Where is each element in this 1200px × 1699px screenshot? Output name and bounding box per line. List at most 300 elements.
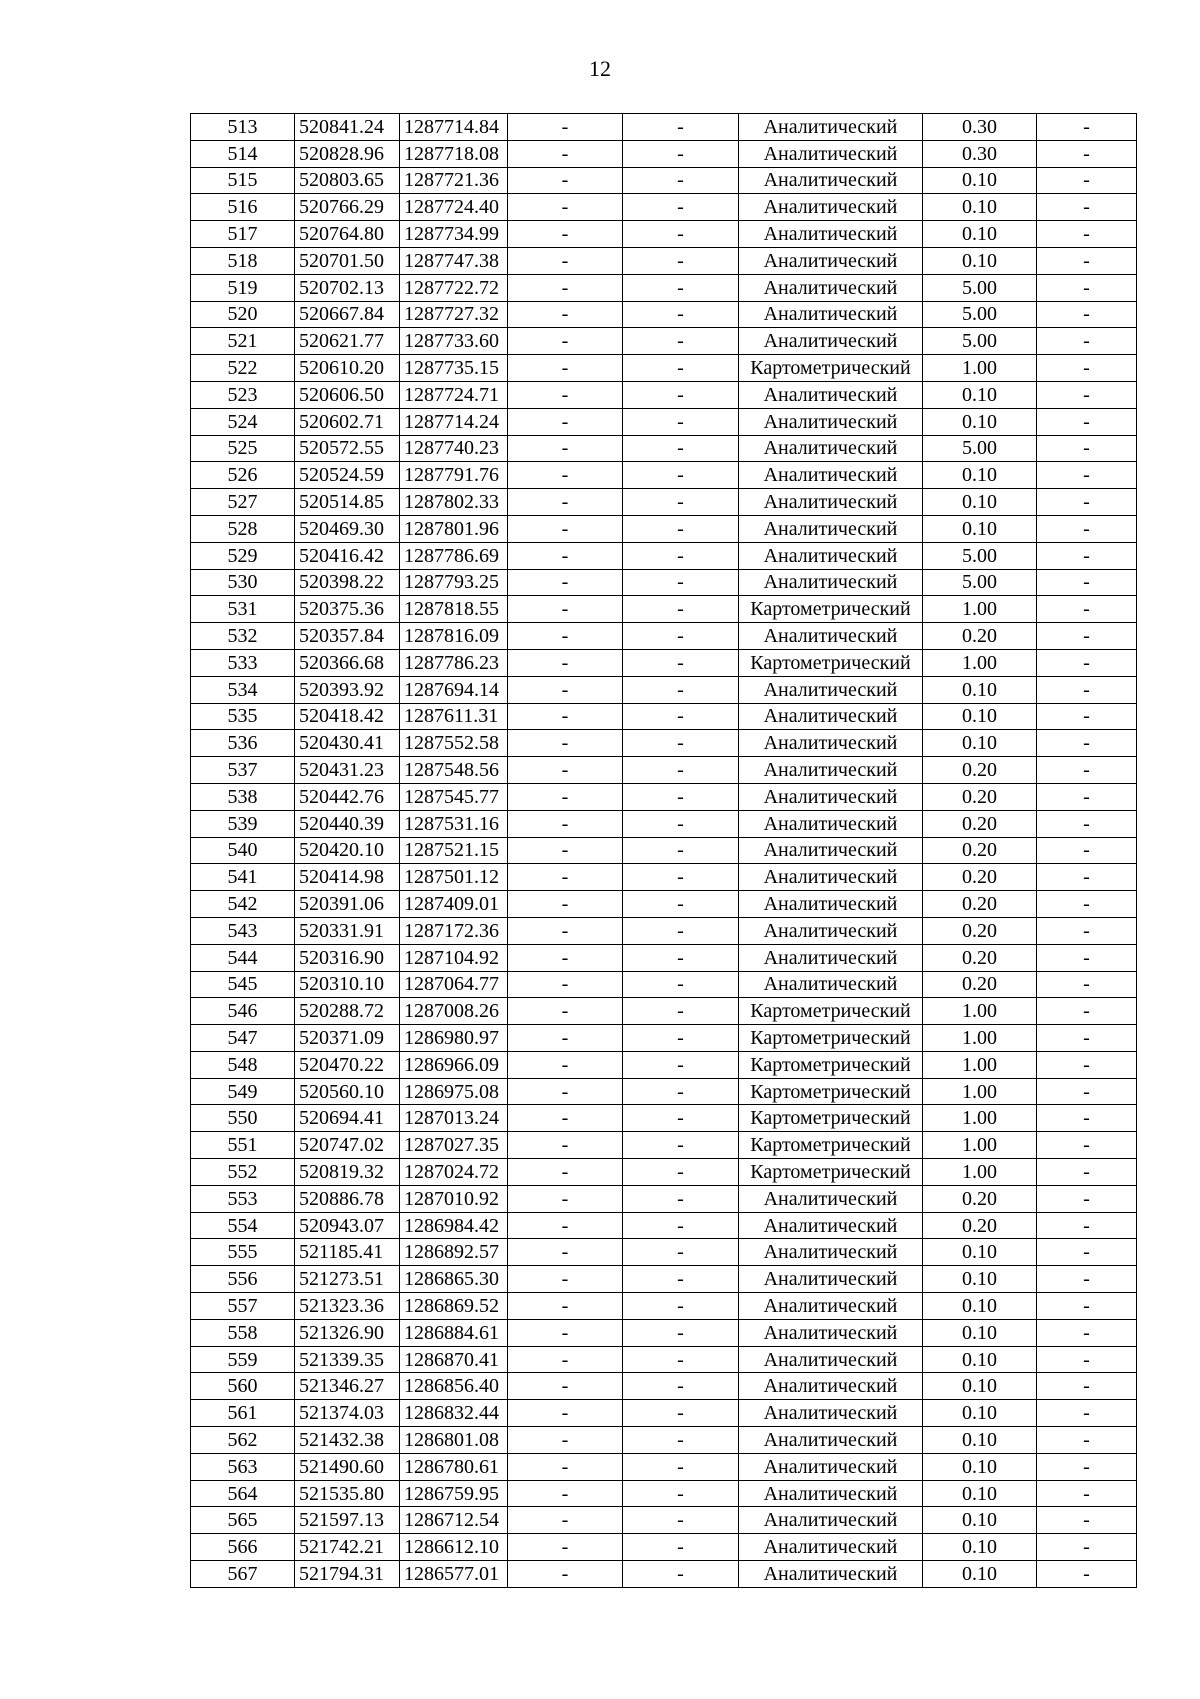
method-cell: Аналитический	[739, 167, 923, 194]
blank-cell-a: -	[508, 891, 623, 918]
y-coordinate-cell: 1287722.72	[400, 274, 508, 301]
accuracy-cell: 0.10	[923, 1293, 1037, 1320]
blank-cell-c: -	[1037, 114, 1137, 141]
accuracy-cell: 0.10	[923, 194, 1037, 221]
blank-cell-a: -	[508, 1534, 623, 1561]
blank-cell-b: -	[623, 569, 739, 596]
table-row	[191, 408, 1137, 435]
blank-cell-c: -	[1037, 649, 1137, 676]
method-cell: Аналитический	[739, 1427, 923, 1454]
blank-cell-b: -	[623, 1319, 739, 1346]
blank-cell-b: -	[623, 1266, 739, 1293]
table-row	[191, 221, 1137, 248]
blank-cell-b: -	[623, 542, 739, 569]
blank-cell-c: -	[1037, 301, 1137, 328]
point-number-cell: 537	[191, 757, 295, 784]
accuracy-cell: 5.00	[923, 435, 1037, 462]
table-row	[191, 1561, 1137, 1588]
point-number-cell: 542	[191, 891, 295, 918]
blank-cell-a: -	[508, 783, 623, 810]
method-cell: Аналитический	[739, 757, 923, 784]
point-number-cell: 530	[191, 569, 295, 596]
method-cell: Картометрический	[739, 596, 923, 623]
blank-cell-b: -	[623, 730, 739, 757]
x-coordinate-cell: 520702.13	[295, 274, 400, 301]
point-number-cell: 513	[191, 114, 295, 141]
accuracy-cell: 0.10	[923, 676, 1037, 703]
method-cell: Аналитический	[739, 1346, 923, 1373]
method-cell: Аналитический	[739, 837, 923, 864]
blank-cell-b: -	[623, 435, 739, 462]
x-coordinate-cell: 520602.71	[295, 408, 400, 435]
y-coordinate-cell: 1286869.52	[400, 1293, 508, 1320]
x-coordinate-cell: 521742.21	[295, 1534, 400, 1561]
accuracy-cell: 0.20	[923, 917, 1037, 944]
accuracy-cell: 0.20	[923, 944, 1037, 971]
blank-cell-c: -	[1037, 1293, 1137, 1320]
x-coordinate-cell: 521794.31	[295, 1561, 400, 1588]
y-coordinate-cell: 1286577.01	[400, 1561, 508, 1588]
point-number-cell: 567	[191, 1561, 295, 1588]
point-number-cell: 560	[191, 1373, 295, 1400]
point-number-cell: 544	[191, 944, 295, 971]
x-coordinate-cell: 520331.91	[295, 917, 400, 944]
x-coordinate-cell: 520440.39	[295, 810, 400, 837]
y-coordinate-cell: 1286780.61	[400, 1453, 508, 1480]
y-coordinate-cell: 1287786.69	[400, 542, 508, 569]
y-coordinate-cell: 1286759.95	[400, 1480, 508, 1507]
x-coordinate-cell: 520514.85	[295, 489, 400, 516]
blank-cell-b: -	[623, 1132, 739, 1159]
accuracy-cell: 0.10	[923, 1400, 1037, 1427]
accuracy-cell: 0.10	[923, 1561, 1037, 1588]
point-number-cell: 529	[191, 542, 295, 569]
method-cell: Аналитический	[739, 515, 923, 542]
blank-cell-c: -	[1037, 247, 1137, 274]
table-row	[191, 1239, 1137, 1266]
y-coordinate-cell: 1286801.08	[400, 1427, 508, 1454]
table-row	[191, 355, 1137, 382]
y-coordinate-cell: 1287801.96	[400, 515, 508, 542]
blank-cell-b: -	[623, 596, 739, 623]
blank-cell-c: -	[1037, 462, 1137, 489]
blank-cell-b: -	[623, 1534, 739, 1561]
blank-cell-a: -	[508, 328, 623, 355]
blank-cell-c: -	[1037, 408, 1137, 435]
table-row	[191, 730, 1137, 757]
x-coordinate-cell: 520288.72	[295, 998, 400, 1025]
y-coordinate-cell: 1287718.08	[400, 140, 508, 167]
blank-cell-a: -	[508, 1480, 623, 1507]
method-cell: Картометрический	[739, 1078, 923, 1105]
y-coordinate-cell: 1287816.09	[400, 623, 508, 650]
y-coordinate-cell: 1287552.58	[400, 730, 508, 757]
table-row	[191, 837, 1137, 864]
blank-cell-a: -	[508, 1561, 623, 1588]
blank-cell-c: -	[1037, 676, 1137, 703]
blank-cell-b: -	[623, 837, 739, 864]
coordinates-table	[190, 113, 1137, 1588]
blank-cell-b: -	[623, 1051, 739, 1078]
x-coordinate-cell: 520606.50	[295, 381, 400, 408]
blank-cell-c: -	[1037, 891, 1137, 918]
method-cell: Аналитический	[739, 891, 923, 918]
blank-cell-a: -	[508, 1025, 623, 1052]
y-coordinate-cell: 1287793.25	[400, 569, 508, 596]
blank-cell-c: -	[1037, 837, 1137, 864]
point-number-cell: 557	[191, 1293, 295, 1320]
blank-cell-c: -	[1037, 542, 1137, 569]
x-coordinate-cell: 520310.10	[295, 971, 400, 998]
y-coordinate-cell: 1286865.30	[400, 1266, 508, 1293]
x-coordinate-cell: 520357.84	[295, 623, 400, 650]
table-row	[191, 1293, 1137, 1320]
table-row	[191, 623, 1137, 650]
x-coordinate-cell: 520886.78	[295, 1185, 400, 1212]
accuracy-cell: 0.10	[923, 515, 1037, 542]
method-cell: Аналитический	[739, 114, 923, 141]
blank-cell-b: -	[623, 247, 739, 274]
table-row	[191, 1346, 1137, 1373]
blank-cell-a: -	[508, 274, 623, 301]
blank-cell-c: -	[1037, 1373, 1137, 1400]
blank-cell-a: -	[508, 140, 623, 167]
method-cell: Аналитический	[739, 864, 923, 891]
point-number-cell: 541	[191, 864, 295, 891]
accuracy-cell: 0.10	[923, 1480, 1037, 1507]
blank-cell-c: -	[1037, 757, 1137, 784]
y-coordinate-cell: 1287010.92	[400, 1185, 508, 1212]
blank-cell-b: -	[623, 757, 739, 784]
point-number-cell: 532	[191, 623, 295, 650]
accuracy-cell: 0.10	[923, 1534, 1037, 1561]
point-number-cell: 524	[191, 408, 295, 435]
blank-cell-a: -	[508, 381, 623, 408]
blank-cell-a: -	[508, 649, 623, 676]
table-row	[191, 381, 1137, 408]
method-cell: Аналитический	[739, 247, 923, 274]
x-coordinate-cell: 520747.02	[295, 1132, 400, 1159]
blank-cell-a: -	[508, 1051, 623, 1078]
point-number-cell: 540	[191, 837, 295, 864]
point-number-cell: 559	[191, 1346, 295, 1373]
blank-cell-a: -	[508, 355, 623, 382]
page-number: 12	[589, 56, 611, 81]
blank-cell-c: -	[1037, 1239, 1137, 1266]
blank-cell-b: -	[623, 1212, 739, 1239]
blank-cell-c: -	[1037, 944, 1137, 971]
accuracy-cell: 0.30	[923, 114, 1037, 141]
blank-cell-a: -	[508, 1293, 623, 1320]
table-row	[191, 891, 1137, 918]
blank-cell-a: -	[508, 1427, 623, 1454]
x-coordinate-cell: 521597.13	[295, 1507, 400, 1534]
y-coordinate-cell: 1287104.92	[400, 944, 508, 971]
accuracy-cell: 0.10	[923, 1346, 1037, 1373]
blank-cell-c: -	[1037, 167, 1137, 194]
blank-cell-a: -	[508, 221, 623, 248]
blank-cell-c: -	[1037, 355, 1137, 382]
blank-cell-a: -	[508, 515, 623, 542]
blank-cell-c: -	[1037, 328, 1137, 355]
method-cell: Аналитический	[739, 1185, 923, 1212]
blank-cell-b: -	[623, 301, 739, 328]
point-number-cell: 548	[191, 1051, 295, 1078]
point-number-cell: 561	[191, 1400, 295, 1427]
y-coordinate-cell: 1287694.14	[400, 676, 508, 703]
x-coordinate-cell: 520375.36	[295, 596, 400, 623]
blank-cell-a: -	[508, 1105, 623, 1132]
y-coordinate-cell: 1286870.41	[400, 1346, 508, 1373]
blank-cell-b: -	[623, 1159, 739, 1186]
blank-cell-c: -	[1037, 783, 1137, 810]
accuracy-cell: 1.00	[923, 1105, 1037, 1132]
blank-cell-c: -	[1037, 1025, 1137, 1052]
blank-cell-b: -	[623, 515, 739, 542]
x-coordinate-cell: 520701.50	[295, 247, 400, 274]
table-row	[191, 1373, 1137, 1400]
table-row	[191, 1319, 1137, 1346]
y-coordinate-cell: 1287545.77	[400, 783, 508, 810]
y-coordinate-cell: 1287714.24	[400, 408, 508, 435]
method-cell: Картометрический	[739, 1025, 923, 1052]
table-row	[191, 1078, 1137, 1105]
x-coordinate-cell: 521323.36	[295, 1293, 400, 1320]
table-row	[191, 167, 1137, 194]
blank-cell-a: -	[508, 730, 623, 757]
accuracy-cell: 1.00	[923, 1051, 1037, 1078]
point-number-cell: 555	[191, 1239, 295, 1266]
x-coordinate-cell: 520393.92	[295, 676, 400, 703]
blank-cell-c: -	[1037, 435, 1137, 462]
point-number-cell: 517	[191, 221, 295, 248]
y-coordinate-cell: 1286884.61	[400, 1319, 508, 1346]
accuracy-cell: 0.10	[923, 1266, 1037, 1293]
table-row	[191, 1266, 1137, 1293]
point-number-cell: 539	[191, 810, 295, 837]
blank-cell-b: -	[623, 1480, 739, 1507]
point-number-cell: 522	[191, 355, 295, 382]
x-coordinate-cell: 520470.22	[295, 1051, 400, 1078]
y-coordinate-cell: 1287409.01	[400, 891, 508, 918]
method-cell: Аналитический	[739, 623, 923, 650]
table-row	[191, 971, 1137, 998]
point-number-cell: 549	[191, 1078, 295, 1105]
blank-cell-b: -	[623, 489, 739, 516]
blank-cell-a: -	[508, 301, 623, 328]
method-cell: Аналитический	[739, 435, 923, 462]
x-coordinate-cell: 520943.07	[295, 1212, 400, 1239]
point-number-cell: 528	[191, 515, 295, 542]
blank-cell-c: -	[1037, 1132, 1137, 1159]
blank-cell-b: -	[623, 1507, 739, 1534]
point-number-cell: 521	[191, 328, 295, 355]
point-number-cell: 551	[191, 1132, 295, 1159]
point-number-cell: 545	[191, 971, 295, 998]
blank-cell-a: -	[508, 462, 623, 489]
blank-cell-a: -	[508, 1185, 623, 1212]
point-number-cell: 554	[191, 1212, 295, 1239]
blank-cell-b: -	[623, 1185, 739, 1212]
x-coordinate-cell: 520416.42	[295, 542, 400, 569]
blank-cell-c: -	[1037, 489, 1137, 516]
accuracy-cell: 0.10	[923, 1427, 1037, 1454]
method-cell: Аналитический	[739, 1534, 923, 1561]
point-number-cell: 525	[191, 435, 295, 462]
y-coordinate-cell: 1287008.26	[400, 998, 508, 1025]
blank-cell-c: -	[1037, 1185, 1137, 1212]
table-body	[191, 114, 1137, 1588]
accuracy-cell: 0.10	[923, 167, 1037, 194]
method-cell: Аналитический	[739, 730, 923, 757]
point-number-cell: 527	[191, 489, 295, 516]
table-row	[191, 140, 1137, 167]
x-coordinate-cell: 520621.77	[295, 328, 400, 355]
x-coordinate-cell: 520391.06	[295, 891, 400, 918]
blank-cell-a: -	[508, 837, 623, 864]
accuracy-cell: 0.10	[923, 408, 1037, 435]
y-coordinate-cell: 1287747.38	[400, 247, 508, 274]
accuracy-cell: 0.10	[923, 1239, 1037, 1266]
method-cell: Картометрический	[739, 1105, 923, 1132]
blank-cell-b: -	[623, 1293, 739, 1320]
table-row	[191, 649, 1137, 676]
y-coordinate-cell: 1287802.33	[400, 489, 508, 516]
point-number-cell: 565	[191, 1507, 295, 1534]
table-row	[191, 301, 1137, 328]
blank-cell-c: -	[1037, 140, 1137, 167]
method-cell: Аналитический	[739, 408, 923, 435]
blank-cell-c: -	[1037, 1400, 1137, 1427]
table-row	[191, 435, 1137, 462]
x-coordinate-cell: 520431.23	[295, 757, 400, 784]
blank-cell-c: -	[1037, 1453, 1137, 1480]
table-row	[191, 328, 1137, 355]
blank-cell-b: -	[623, 649, 739, 676]
method-cell: Аналитический	[739, 1319, 923, 1346]
accuracy-cell: 0.20	[923, 1185, 1037, 1212]
y-coordinate-cell: 1286612.10	[400, 1534, 508, 1561]
blank-cell-a: -	[508, 810, 623, 837]
table-row	[191, 462, 1137, 489]
x-coordinate-cell: 520694.41	[295, 1105, 400, 1132]
x-coordinate-cell: 520828.96	[295, 140, 400, 167]
point-number-cell: 566	[191, 1534, 295, 1561]
blank-cell-a: -	[508, 114, 623, 141]
y-coordinate-cell: 1287727.32	[400, 301, 508, 328]
y-coordinate-cell: 1287786.23	[400, 649, 508, 676]
blank-cell-a: -	[508, 917, 623, 944]
table-row	[191, 247, 1137, 274]
blank-cell-c: -	[1037, 864, 1137, 891]
accuracy-cell: 0.10	[923, 1453, 1037, 1480]
blank-cell-c: -	[1037, 1561, 1137, 1588]
table-row	[191, 1507, 1137, 1534]
accuracy-cell: 0.20	[923, 864, 1037, 891]
blank-cell-a: -	[508, 1239, 623, 1266]
accuracy-cell: 0.10	[923, 381, 1037, 408]
table-row	[191, 864, 1137, 891]
table-row	[191, 515, 1137, 542]
table-row	[191, 489, 1137, 516]
blank-cell-c: -	[1037, 1105, 1137, 1132]
method-cell: Аналитический	[739, 462, 923, 489]
accuracy-cell: 0.10	[923, 489, 1037, 516]
x-coordinate-cell: 521490.60	[295, 1453, 400, 1480]
blank-cell-b: -	[623, 1400, 739, 1427]
point-number-cell: 514	[191, 140, 295, 167]
accuracy-cell: 0.20	[923, 1212, 1037, 1239]
accuracy-cell: 0.20	[923, 891, 1037, 918]
table-row	[191, 1132, 1137, 1159]
blank-cell-c: -	[1037, 1078, 1137, 1105]
y-coordinate-cell: 1287735.15	[400, 355, 508, 382]
blank-cell-c: -	[1037, 1212, 1137, 1239]
accuracy-cell: 0.10	[923, 221, 1037, 248]
method-cell: Аналитический	[739, 783, 923, 810]
blank-cell-c: -	[1037, 730, 1137, 757]
blank-cell-b: -	[623, 1346, 739, 1373]
table-row	[191, 1105, 1137, 1132]
table-row	[191, 542, 1137, 569]
x-coordinate-cell: 520524.59	[295, 462, 400, 489]
method-cell: Аналитический	[739, 1453, 923, 1480]
method-cell: Аналитический	[739, 381, 923, 408]
blank-cell-b: -	[623, 917, 739, 944]
y-coordinate-cell: 1287724.40	[400, 194, 508, 221]
blank-cell-b: -	[623, 783, 739, 810]
table-row	[191, 1427, 1137, 1454]
blank-cell-a: -	[508, 542, 623, 569]
y-coordinate-cell: 1286980.97	[400, 1025, 508, 1052]
accuracy-cell: 1.00	[923, 998, 1037, 1025]
method-cell: Аналитический	[739, 1212, 923, 1239]
blank-cell-a: -	[508, 1078, 623, 1105]
blank-cell-b: -	[623, 114, 739, 141]
point-number-cell: 523	[191, 381, 295, 408]
method-cell: Аналитический	[739, 917, 923, 944]
blank-cell-c: -	[1037, 221, 1137, 248]
x-coordinate-cell: 520469.30	[295, 515, 400, 542]
accuracy-cell: 0.30	[923, 140, 1037, 167]
blank-cell-a: -	[508, 435, 623, 462]
x-coordinate-cell: 520442.76	[295, 783, 400, 810]
accuracy-cell: 0.10	[923, 1373, 1037, 1400]
method-cell: Картометрический	[739, 1132, 923, 1159]
point-number-cell: 562	[191, 1427, 295, 1454]
blank-cell-c: -	[1037, 1534, 1137, 1561]
table-row	[191, 1534, 1137, 1561]
blank-cell-c: -	[1037, 1507, 1137, 1534]
table-row	[191, 676, 1137, 703]
blank-cell-b: -	[623, 1561, 739, 1588]
point-number-cell: 533	[191, 649, 295, 676]
blank-cell-a: -	[508, 167, 623, 194]
method-cell: Аналитический	[739, 274, 923, 301]
blank-cell-a: -	[508, 1319, 623, 1346]
blank-cell-b: -	[623, 1453, 739, 1480]
point-number-cell: 564	[191, 1480, 295, 1507]
x-coordinate-cell: 521326.90	[295, 1319, 400, 1346]
table-row	[191, 274, 1137, 301]
blank-cell-c: -	[1037, 381, 1137, 408]
blank-cell-c: -	[1037, 1427, 1137, 1454]
point-number-cell: 520	[191, 301, 295, 328]
table-row	[191, 810, 1137, 837]
y-coordinate-cell: 1287013.24	[400, 1105, 508, 1132]
blank-cell-a: -	[508, 1373, 623, 1400]
x-coordinate-cell: 520316.90	[295, 944, 400, 971]
